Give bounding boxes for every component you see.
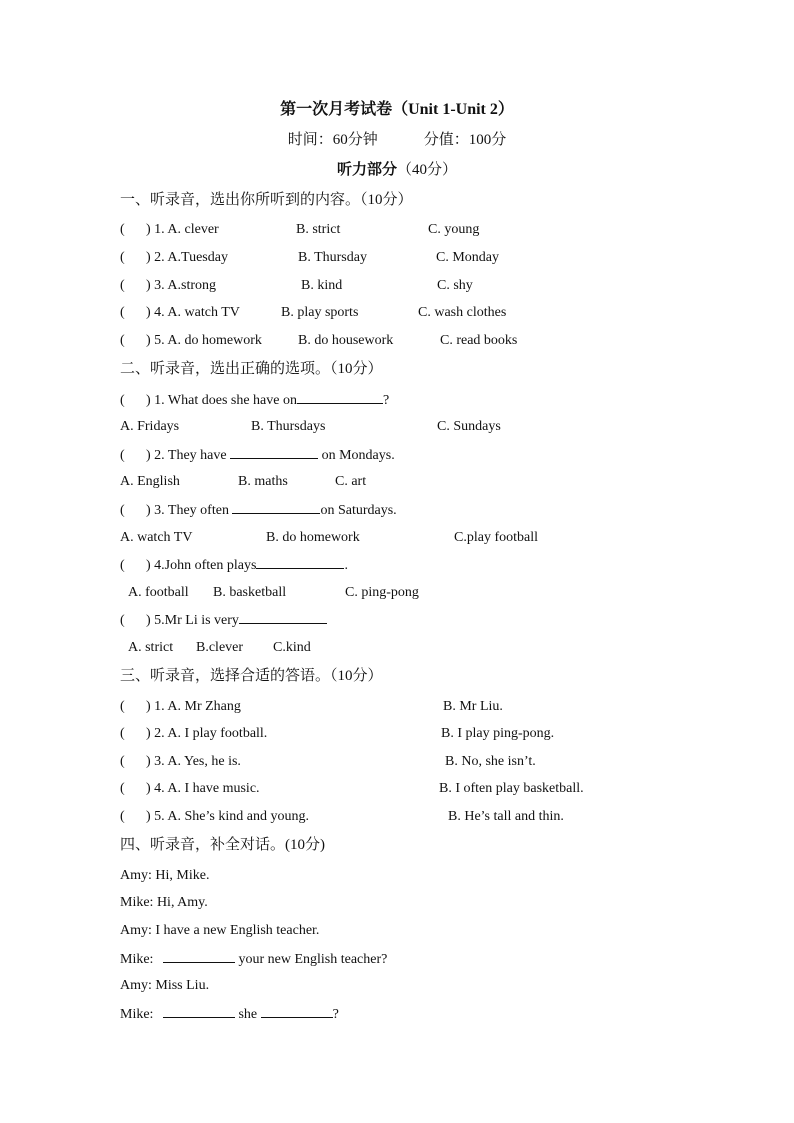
time-limit: 时间：60分钟: [287, 132, 378, 148]
section1-heading: 一、听录音，选出你所听到的内容。（10分）: [120, 192, 413, 208]
section3-heading: 三、听录音，选择合适的答语。（10分）: [120, 668, 383, 684]
section3-item-2: ( ) 2. A. I play football. B. I play ping-pong.: [120, 726, 555, 741]
dialogue-line: Mike: she ?: [120, 1003, 339, 1025]
section3-item-5: ( ) 5. A. She’s kind and young. B. He’s tall and thin.: [120, 809, 564, 824]
dialogue-line: Amy: Miss Liu.: [120, 978, 210, 993]
dialogue-line: Mike: your new English teacher?: [120, 948, 387, 970]
dialogue-line: Amy: Hi, Mike.: [120, 868, 210, 883]
exam-title: 第一次月考试卷（Unit 1-Unit 2）: [280, 101, 514, 118]
section2-options-5: A. strict B.clever C.kind: [128, 640, 311, 655]
section3-item-4: ( ) 4. A. I have music. B. I often play basketball.: [120, 781, 584, 796]
answer-blank[interactable]: [261, 1003, 333, 1018]
section2-question-4: ( ) 4.John often plays .: [120, 554, 348, 576]
answer-blank[interactable]: [297, 389, 383, 404]
section1-item-3: ( ) 3. A.strong B. kind C. shy: [120, 278, 473, 293]
section2-question-3: ( ) 3. They often on Saturdays.: [120, 499, 397, 521]
listening-part-label: 听力部分: [336, 162, 397, 178]
section2-question-5: ( ) 5.Mr Li is very: [120, 609, 327, 631]
answer-blank[interactable]: [256, 554, 344, 569]
dialogue-line: Amy: I have a new English teacher.: [120, 923, 320, 938]
section4-heading: 四、听录音，补全对话。(10分): [120, 837, 325, 853]
listening-part-title: [0, 158, 794, 179]
answer-blank[interactable]: [232, 499, 320, 514]
section3-item-1: ( ) 1. A. Mr Zhang B. Mr Liu.: [120, 699, 503, 714]
section2-question-2: ( ) 2. They have on Mondays.: [120, 444, 395, 466]
listening-part-points: （40分）: [397, 162, 458, 178]
answer-blank[interactable]: [239, 609, 327, 624]
section2-options-2: A. English B. maths C. art: [120, 474, 367, 489]
section2-options-4: A. football B. basketball C. ping-pong: [128, 585, 419, 600]
section2-options-1: A. Fridays B. Thursdays C. Sundays: [120, 419, 501, 434]
section2-options-3: A. watch TV B. do homework C.play football: [120, 530, 538, 545]
total-score: 分值：100分: [423, 132, 507, 148]
section2-question-1: ( ) 1. What does she have on ?: [120, 389, 389, 411]
section3-item-3: ( ) 3. A. Yes, he is. B. No, she isn’t.: [120, 754, 536, 769]
section1-item-2: ( ) 2. A.Tuesday B. Thursday C. Monday: [120, 250, 499, 265]
section1-item-1: ( ) 1. A. clever B. strict C. young: [120, 222, 480, 237]
answer-blank[interactable]: [163, 948, 235, 963]
answer-blank[interactable]: [230, 444, 318, 459]
answer-blank[interactable]: [163, 1003, 235, 1018]
exam-subtitle: [0, 128, 794, 149]
section2-heading: 二、听录音，选出正确的选项。（10分）: [120, 361, 383, 377]
dialogue-line: Mike: Hi, Amy.: [120, 895, 208, 910]
section1-item-5: ( ) 5. A. do homework B. do housework C. read books: [120, 333, 518, 348]
section1-item-4: ( ) 4. A. watch TV B. play sports C. wash clothes: [120, 305, 507, 320]
